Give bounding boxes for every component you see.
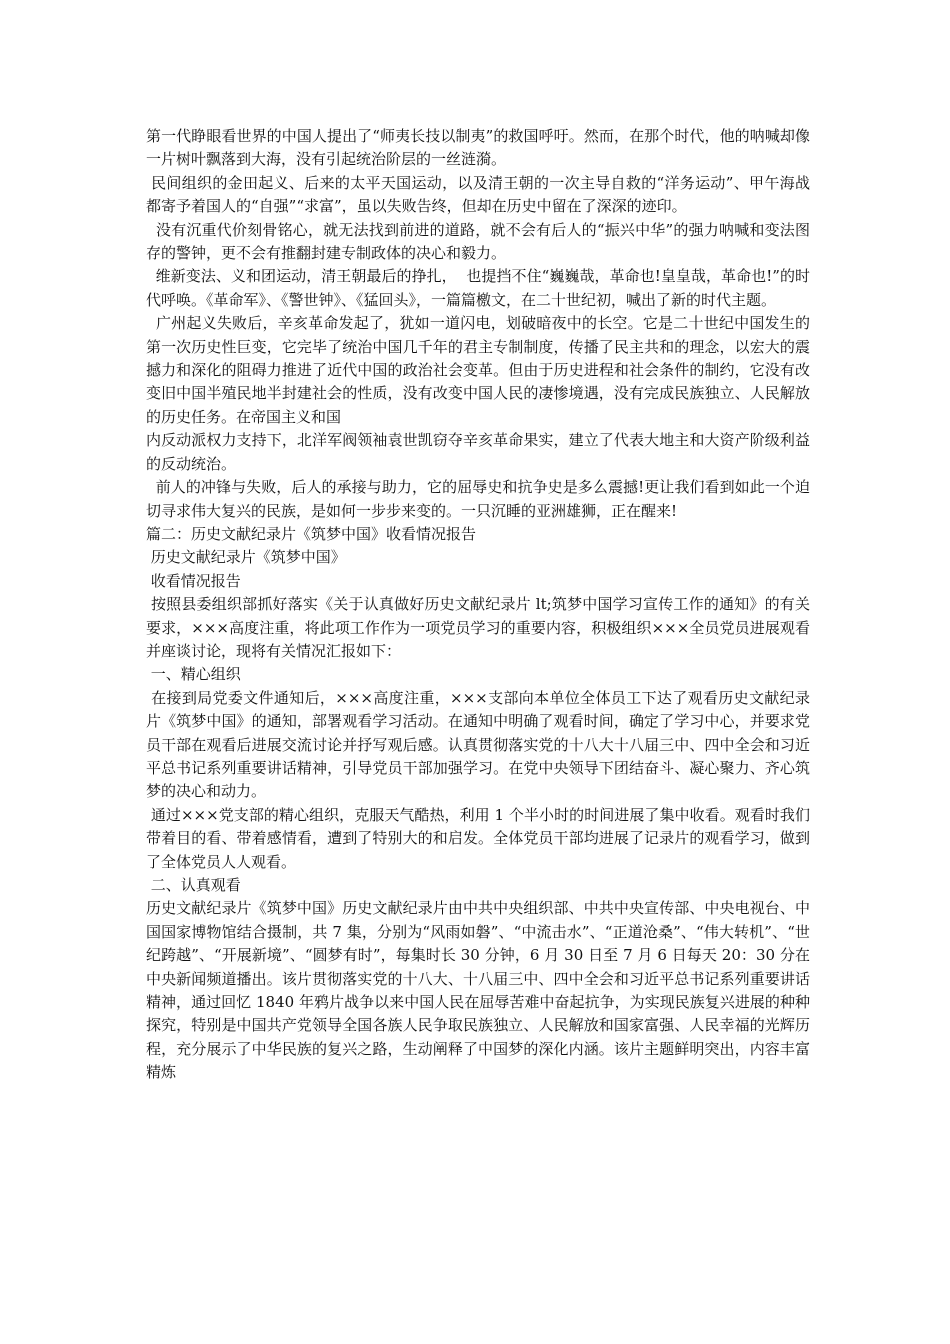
paragraph: 通过×××党支部的精心组织，克服天气酷热，利用 1 个半小时的时间进展了集中收看。观看时我们带着目的看、带着感情看，遭到了特别大的和启发。全体党员干部均进展了记录片的观看学习，做到了全体党员人人观看。	[146, 805, 810, 871]
paragraph: 第一代睁眼看世界的中国人提出了“师夷长技以制夷”的救国呼吁。然而，在那个时代，他的呐喊却像一片树叶飘落到大海，没有引起统治阶层的一丝涟漪。	[146, 127, 810, 169]
heading-1: 一、精心组织	[146, 665, 241, 684]
report-title: 历史文献纪录片《筑梦中国》	[146, 548, 346, 567]
paragraph: 按照县委组织部抓好落实《关于认真做好历史文献纪录片 lt;筑梦中国学习宣传工作的通知》的有关要求，×××高度注重，将此项工作作为一项党员学习的重要内容，积极组织×××全员党员进展观看并座谈讨论，现将有关情况汇报如下：	[146, 595, 810, 660]
paragraph: 民间组织的金田起义、后来的太平天国运动，以及清王朝的一次主导自救的“洋务运动”、甲午海战都寄予着国人的“自强”“求富”，虽以失败告终，但却在历史中留在了深深的迹印。	[146, 173, 810, 216]
document-body	[146, 125, 810, 1085]
paragraph: 没有沉重代价刻骨铭心，就无法找到前进的道路，就不会有后人的“振兴中华”的强力呐喊和变法图存的警钟，更不会有推翻封建专制政体的决心和毅力。	[146, 220, 810, 263]
paragraph: 内反动派权力支持下，北洋军阀领袖袁世凯窃夺辛亥革命果实，建立了代表大地主和大资产阶级利益的反动统治。	[146, 431, 810, 473]
paragraph: 维新变法、义和团运动，清王朝最后的挣扎， 也提挡不住“巍巍哉，革命也!皇皇哉，革命也!”的时代呼唤。《革命军》、《警世钟》、《猛回头》，一篇篇檄文，在二十世纪初，喊出了新的时代主题。	[146, 267, 810, 309]
report-subtitle: 收看情况报告	[146, 571, 241, 590]
section-title: 篇二：历史文献纪录片《筑梦中国》收看情况报告	[146, 524, 477, 543]
heading-2: 二、认真观看	[146, 876, 241, 894]
paragraph: 在接到局党委文件通知后，×××高度注重，×××支部向本单位全体员工下达了观看历史文献纪录片《筑梦中国》的通知，部署观看学习活动。在通知中明确了观看时间，确定了学习中心，并要求党员干部在观看后进展交流讨论并抒写观后感。认真贯彻落实党的十八大十八届三中、四中全会和习近平总书记系列重要讲话精神，引导党员干部加强学习。在党中央领导下团结奋斗、凝心聚力、齐心筑梦的决心和动力。	[146, 688, 810, 801]
paragraph: 前人的冲锋与失败，后人的承接与助力，它的屈辱史和抗争史是多么震撼!更让我们看到如此一个迫切寻求伟大复兴的民族，是如何一步步来变的。一只沉睡的亚洲雄狮，正在醒来!	[146, 478, 810, 520]
paragraph: 历史文献纪录片《筑梦中国》历史文献纪录片由中共中央组织部、中共中央宣传部、中央电视台、中国国家博物馆结合摄制，共 7 集，分别为“风雨如磐”、“中流击水”、“正道沧桑”、“伟大转机”、“世纪跨越”、“开展新境”、“圆梦有时”，每集时长 30 分钟，6 月 30 日至 7 月 6 日每天 20：30 分在中央新闻频道播出。该片贯彻落实党的十八大、十八届三中、四中全会和习近平总书记系列重要讲话精神，通过回忆 1840 年鸦片战争以来中国人民在屈辱苦难中奋起抗争，为实现民族复兴进展的种种探究，特别是中国共产党领导全国各族人民争取民族独立、人民解放和国家富强、人民幸福的光辉历程，充分展示了中华民族的复兴之路，生动阐释了中国梦的深化内涵。该片主题鲜明突出，内容丰富精炼	[146, 899, 810, 1082]
paragraph: 广州起义失败后，辛亥革命发起了，犹如一道闪电，划破暗夜中的长空。它是二十世纪中国发生的第一次历史性巨变，它完毕了统治中国几千年的君主专制制度，传播了民主共和的理念，以宏大的震撼力和深化的阻碍力推进了近代中国的政治社会变革。但由于历史进程和社会条件的制约，它没有改变旧中国半殖民地半封建社会的性质，没有改变中国人民的凄惨境遇，没有完成民族独立、人民解放的历史任务。在帝国主义和国	[146, 314, 810, 426]
